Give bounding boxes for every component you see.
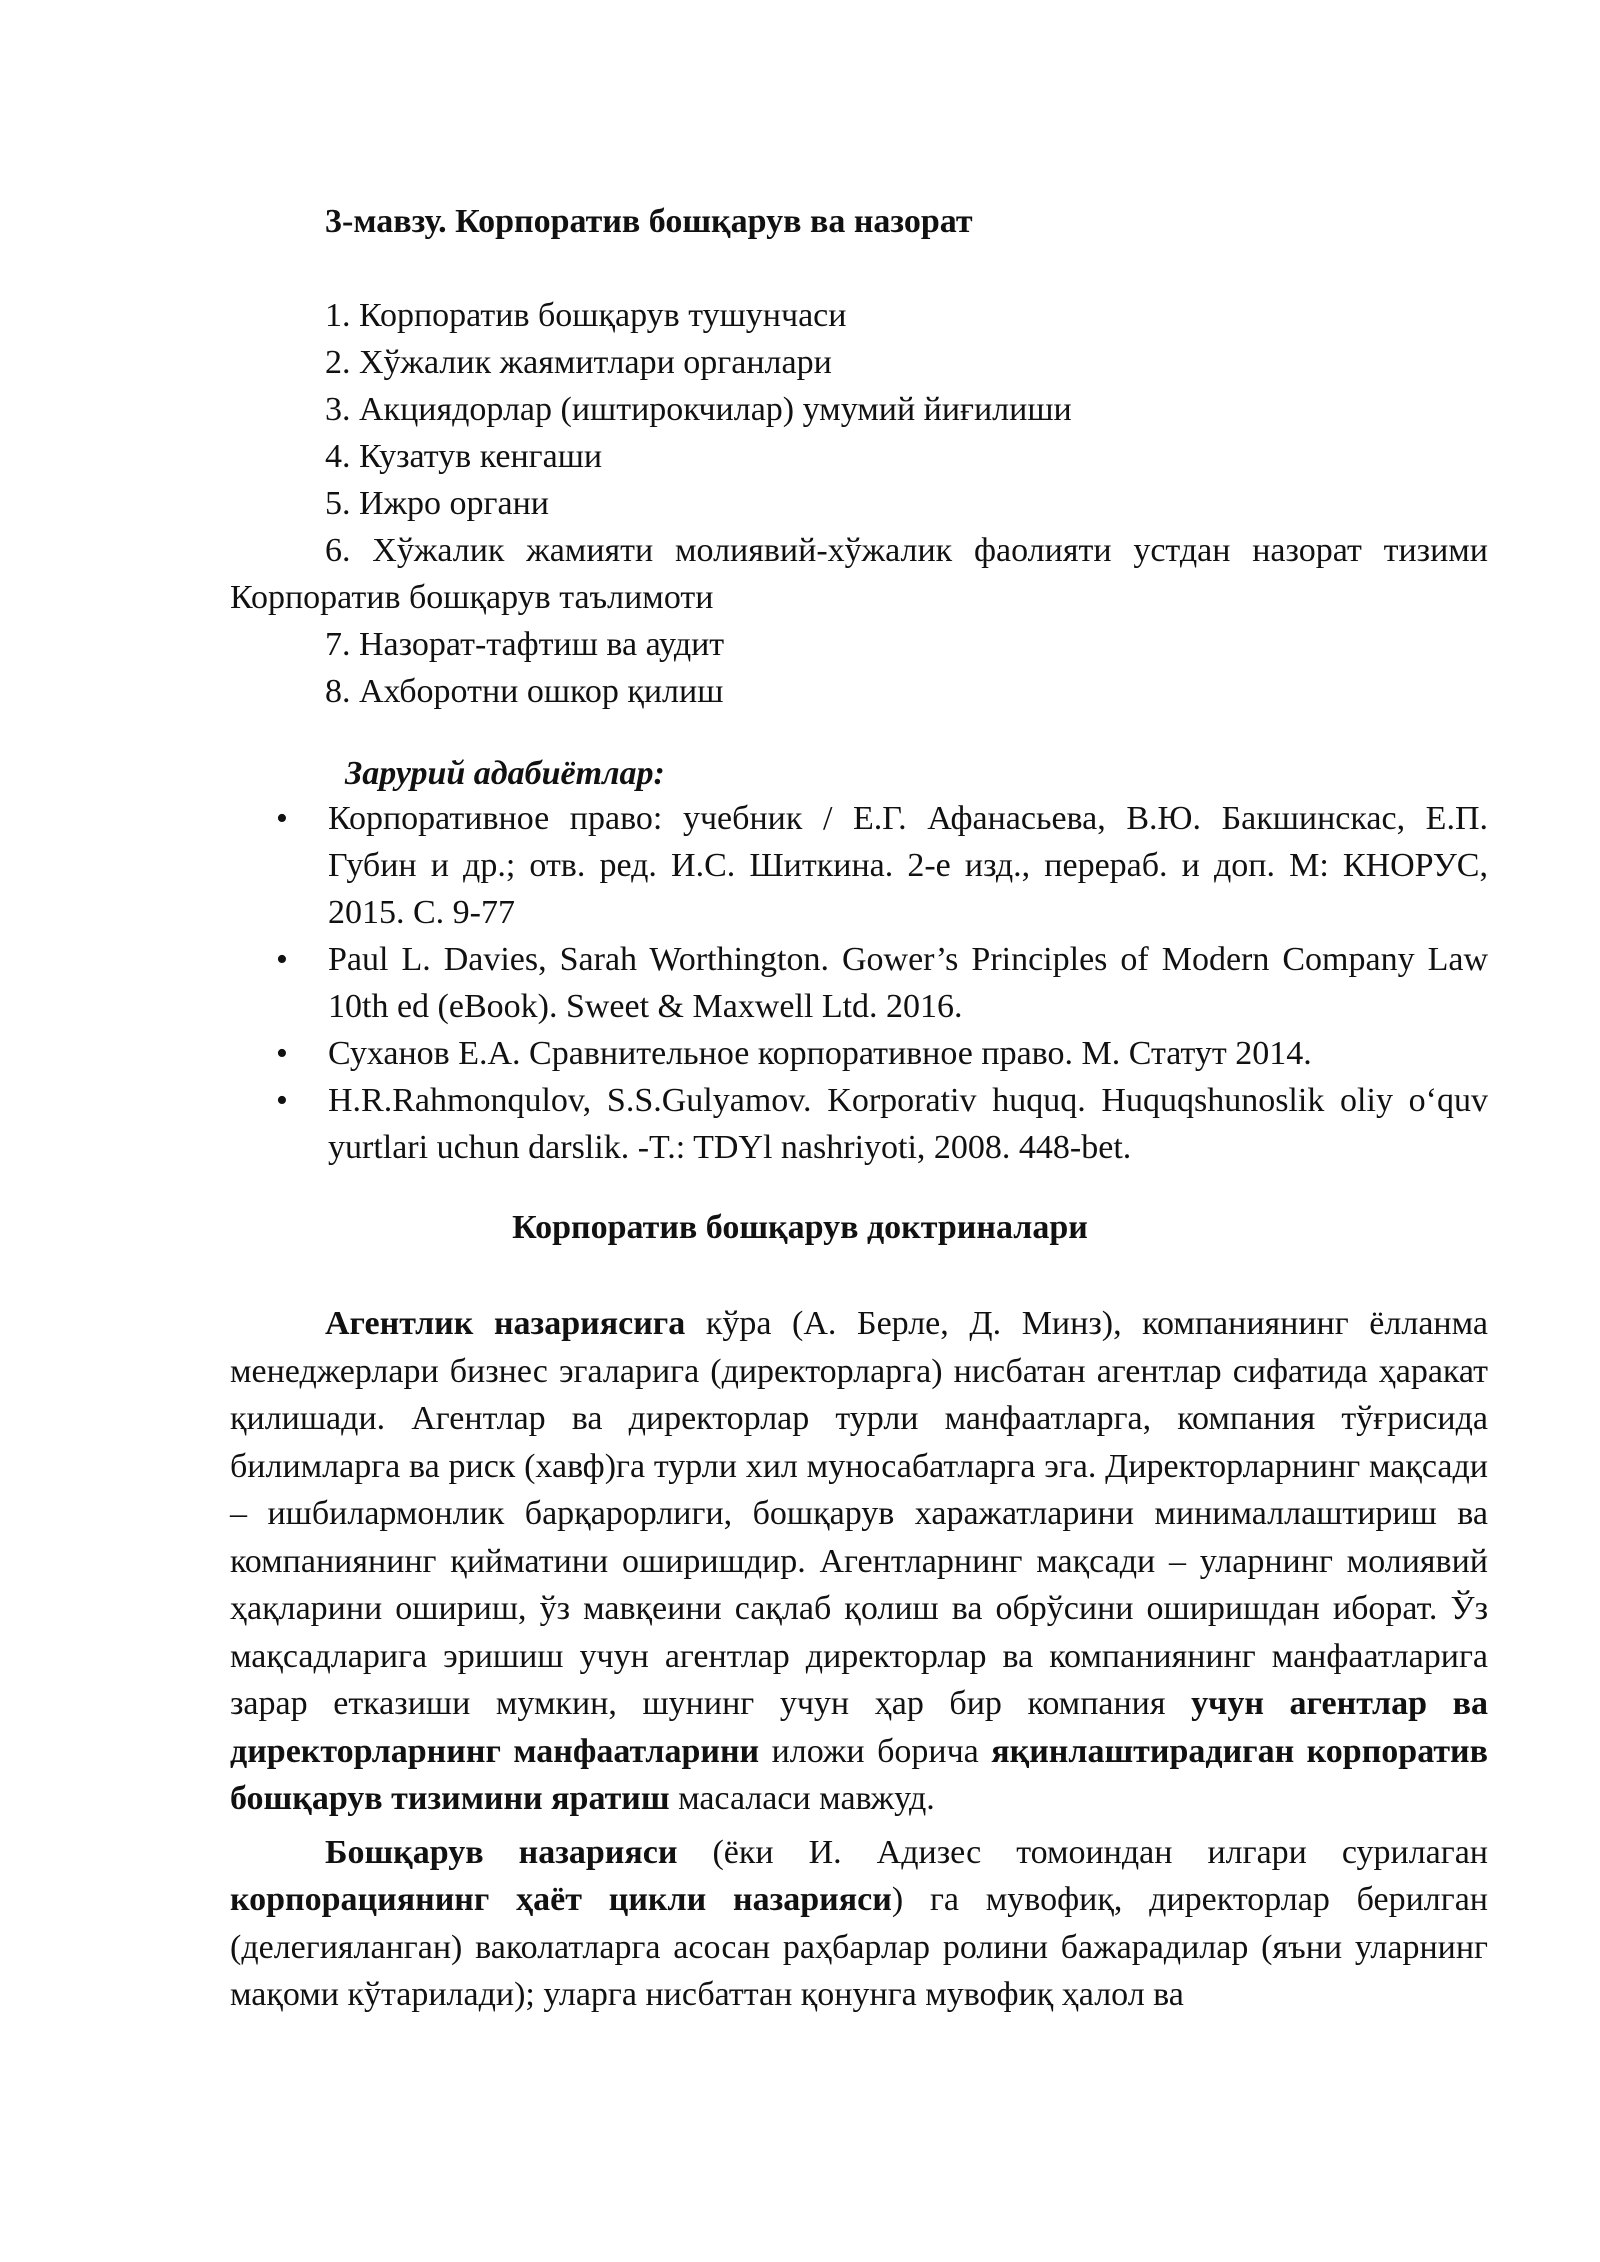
literature-item <box>270 1030 1488 1077</box>
literature-item-text: Суханов Е.А. Сравнительное корпоративное право. М. Статут 2014. <box>328 1035 1312 1072</box>
literature-list <box>270 795 1488 1171</box>
literature-item <box>270 1077 1488 1171</box>
bullet-icon: • <box>276 1082 288 1119</box>
topic-item: 6. Хўжалик жамияти молиявий-хўжалик фаолияти устдан назорат тизими Корпоратив бошқарув таълимоти <box>230 532 1488 616</box>
topic-item: 7. Назорат-тафтиш ва аудит <box>325 626 725 663</box>
bullet-icon: • <box>276 941 288 978</box>
topic-item: 2. Хўжалик жаямитлари органлари <box>325 344 832 381</box>
topic-list <box>230 292 1488 715</box>
paragraph-text: ) га мувофиқ, директорлар берилган (делегияланган) ваколатларга асосан раҳбарлар ролини бажарадилар (яъни уларнинг мақоми кўтарилади); уларга нисбаттан қонунга мувофиқ ҳалол ва <box>230 1881 1488 2013</box>
emphasis-text: корпорациянинг ҳаёт цикли назарияси <box>230 1881 892 1918</box>
term-agency-theory: Агентлик назариясига <box>325 1305 686 1342</box>
literature-item <box>270 795 1488 936</box>
topic-item: 3. Акциядорлар (иштирокчилар) умумий йиғилиши <box>325 391 1072 428</box>
section-heading: Корпоратив бошқарув доктриналари <box>512 1209 1088 1246</box>
literature-heading: Зарурий адабиётлар: <box>345 755 665 792</box>
topic-item: 8. Ахборотни ошкор қилиш <box>325 673 724 710</box>
paragraph-text: масаласи мавжуд. <box>669 1780 935 1817</box>
section-body <box>230 1300 1488 2025</box>
literature-item-text: Корпоративное право: учебник / Е.Г. Афанасьева, В.Ю. Бакшинскас, Е.П. Губин и др.; отв. ред. И.С. Шиткина. 2-е изд., перераб. и доп. М: КНОРУС, 2015. С. 9-77 <box>328 800 1488 931</box>
paragraph-agency-theory <box>230 1300 1488 1823</box>
paragraph-text: кўра (А. Берле, Д. Минз), компаниянинг ёлланма менеджерлари бизнес эгаларига (директорларга) нисбатан агентлар сифатида ҳаракат қилишади. Агентлар ва директорлар турли манфаатларга, компания тўғрисида билимларга ва риск (хавф)га турли хил муносабатларга эга. Директорларнинг мақсади – ишбилармонлик барқарорлиги, бошқарув харажатларини минималлаштириш ва компаниянинг қийматини оширишдир. Агентларнинг мақсади – уларнинг молиявий ҳақларини ошириш, ўз мавқеини сақлаб қолиш ва обрўсини оширишдан иборат. Ўз мақсадларига эришиш учун агентлар директорлар ва компаниянинг манфаатларига зарар етказиши мумкин, шунинг учун ҳар бир компания <box>230 1305 1488 1722</box>
page-title: 3-мавзу. Корпоратив бошқарув ва назорат <box>325 203 973 240</box>
literature-item-text: Paul L. Davies, Sarah Worthington. Gower’s Principles of Modern Company Law 10th ed (eBook). Sweet & Maxwell Ltd. 2016. <box>328 941 1488 1025</box>
bullet-icon: • <box>276 1035 288 1072</box>
literature-item <box>270 936 1488 1030</box>
topic-item: 1. Корпоратив бошқарув тушунчаси <box>325 297 847 334</box>
paragraph-text: (ёки И. Адизес томоиндан илгари сурилаган <box>677 1833 1488 1871</box>
literature-item-text: H.R.Rahmonqulov, S.S.Gulyamov. Korporativ huquq. Huquqshunoslik oliy o‘quv yurtlari uchun darslik. -T.: TDYl nashriyoti, 2008. 448-bet. <box>328 1082 1488 1166</box>
bullet-icon: • <box>276 800 288 837</box>
topic-item: 5. Ижро органи <box>325 485 549 522</box>
paragraph-management-theory <box>230 1829 1488 2019</box>
term-management-theory: Бошқарув назарияси <box>325 1833 678 1871</box>
topic-item: 4. Кузатув кенгаши <box>325 438 603 475</box>
paragraph-text: иложи борича <box>759 1732 992 1770</box>
emphasis-text: учун агентлар ва директорларнинг манфаатларини <box>230 1685 1489 1770</box>
emphasis-text: яқинлаштирадиган корпоратив бошқарув тизимини яратиш <box>230 1732 1488 1817</box>
